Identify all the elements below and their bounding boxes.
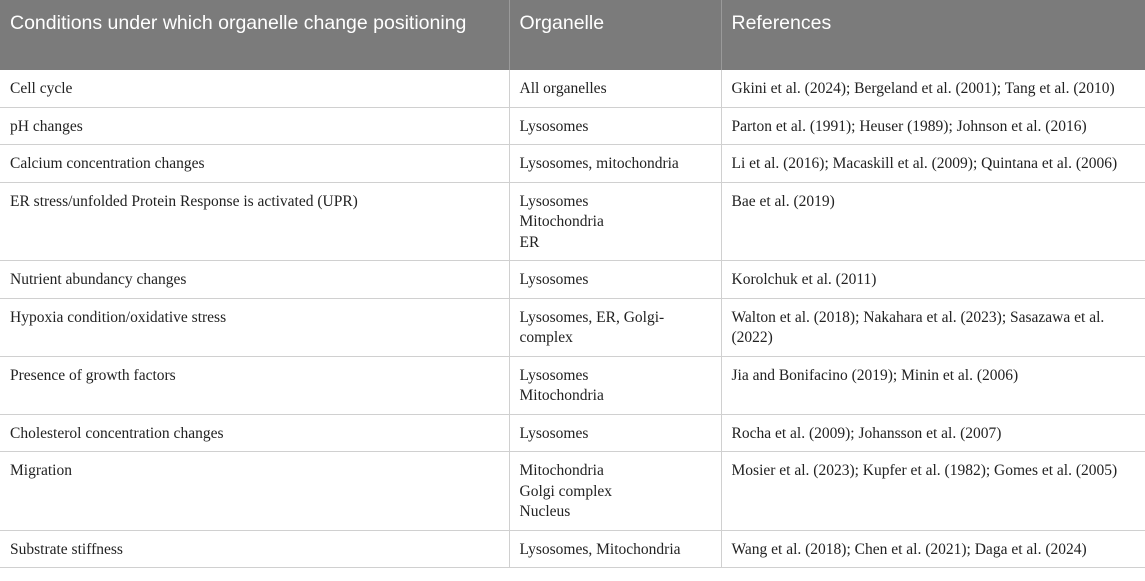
references-cell: Rocha et al. (2009); Johansson et al. (2007) [721, 414, 1145, 452]
organelle-line: ER [519, 233, 540, 251]
condition-cell: Presence of growth factors [0, 356, 509, 414]
table-row [0, 145, 1145, 183]
organelle-line: Lysosomes, Mitochondria [519, 540, 681, 558]
condition-cell: ER stress/unfolded Protein Response is activated (UPR) [0, 182, 509, 261]
organelle-line: Mitochondria [519, 462, 604, 479]
table-row [0, 356, 1145, 414]
organelle-cell [509, 70, 721, 107]
table-row [0, 530, 1145, 568]
organelle-line: Lysosomes [519, 271, 589, 288]
table-body [0, 70, 1145, 568]
table-header-row [0, 0, 1145, 70]
organelle-line: Lysosomes, mitochondria [519, 155, 679, 172]
condition-cell: Substrate stiffness [0, 530, 509, 568]
condition-cell: Hypoxia condition/oxidative stress [0, 298, 509, 356]
header-references: References [721, 0, 1145, 70]
table-row [0, 452, 1145, 531]
organelle-cell [509, 182, 721, 261]
organelle-cell [509, 356, 721, 414]
table-row [0, 70, 1145, 107]
organelle-line: Lysosomes [519, 366, 589, 384]
condition-cell: Calcium concentration changes [0, 145, 509, 183]
references-cell: Parton et al. (1991); Heuser (1989); Johnson et al. (2016) [721, 107, 1145, 145]
table-row [0, 298, 1145, 356]
table-row [0, 182, 1145, 261]
organelle-line: All organelles [519, 80, 607, 97]
organelle-cell [509, 298, 721, 356]
organelle-line: Mitochondria [519, 213, 604, 230]
organelle-cell [509, 452, 721, 531]
organelle-line: Lysosomes [519, 424, 589, 442]
organelle-cell [509, 261, 721, 299]
condition-cell: Cholesterol concentration changes [0, 414, 509, 452]
references-cell: Mosier et al. (2023); Kupfer et al. (1982); Gomes et al. (2005) [721, 452, 1145, 531]
references-cell: Bae et al. (2019) [721, 182, 1145, 261]
references-cell: Gkini et al. (2024); Bergeland et al. (2001); Tang et al. (2010) [721, 70, 1145, 107]
table-row [0, 107, 1145, 145]
table-row [0, 261, 1145, 299]
condition-cell: Migration [0, 452, 509, 531]
references-cell: Korolchuk et al. (2011) [721, 261, 1145, 299]
condition-cell: pH changes [0, 107, 509, 145]
organelle-line: Golgi complex [519, 482, 613, 500]
organelle-line: Mitochondria [519, 387, 604, 404]
organelle-line: Lysosomes [519, 117, 589, 135]
organelle-line: Nucleus [519, 503, 571, 520]
header-conditions: Conditions under which organelle change positioning [0, 0, 509, 70]
references-cell: Jia and Bonifacino (2019); Minin et al. (2006) [721, 356, 1145, 414]
references-cell: Walton et al. (2018); Nakahara et al. (2023); Sasazawa et al. (2022) [721, 298, 1145, 356]
header-organelle: Organelle [509, 0, 721, 70]
table-row [0, 414, 1145, 452]
condition-cell: Nutrient abundancy changes [0, 261, 509, 299]
references-cell: Li et al. (2016); Macaskill et al. (2009); Quintana et al. (2006) [721, 145, 1145, 183]
organelle-cell [509, 414, 721, 452]
organelle-cell [509, 107, 721, 145]
references-cell: Wang et al. (2018); Chen et al. (2021); Daga et al. (2024) [721, 530, 1145, 568]
condition-cell: Cell cycle [10, 80, 73, 97]
organelle-cell [509, 145, 721, 183]
organelle-line: Lysosomes, ER, Golgi-complex [519, 308, 665, 346]
organelle-cell [509, 530, 721, 568]
organelle-line: Lysosomes [519, 192, 589, 210]
